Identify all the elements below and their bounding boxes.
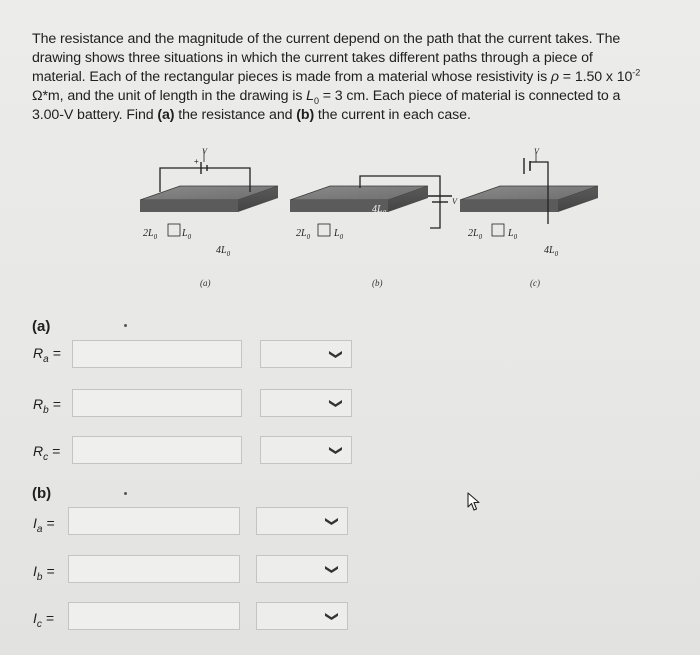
caption-c: (c) — [530, 278, 540, 288]
plus-sign-a: + — [194, 157, 199, 166]
Ia-value-input[interactable] — [68, 507, 240, 535]
problem-line-2: drawing shows three situations in which the current takes different paths through a piece of — [32, 50, 593, 66]
block-a — [140, 147, 278, 288]
label-Ra — [33, 345, 61, 365]
symbol: R — [33, 345, 44, 361]
caption-a: (a) — [200, 278, 211, 288]
equals: = — [48, 345, 61, 361]
Rb-unit-select[interactable] — [260, 389, 352, 417]
label-Ia — [33, 515, 55, 535]
Ic-unit-select[interactable] — [256, 602, 348, 630]
dim-2L-a: $2L_0$ — [143, 228, 158, 241]
subscript: a — [36, 523, 43, 535]
dim-2L-c: $2L_0$ — [468, 228, 483, 241]
block-b — [290, 176, 458, 288]
length-symbol: L — [306, 88, 314, 104]
part-a-ref: (a) — [157, 107, 175, 123]
problem-text: Ω*m, and the unit of length in the drawing is — [32, 88, 307, 104]
Rc-unit-select[interactable] — [260, 436, 352, 464]
part-b-heading: (b) — [32, 485, 52, 502]
dim-4L-c: $4L_0$ — [544, 245, 559, 258]
problem-line-1: The resistance and the magnitude of the current depend on the path that the current takes. The — [32, 31, 621, 47]
Ia-unit-select[interactable] — [256, 507, 348, 535]
problem-line-3 — [32, 68, 682, 87]
dot-marker — [124, 324, 127, 327]
caption-b: (b) — [372, 278, 383, 288]
rho-symbol: ρ — [550, 69, 559, 85]
label-Ic — [33, 610, 54, 630]
dim-L-a: $L_0$ — [182, 228, 192, 241]
chevron-down-icon: ❯ — [324, 564, 340, 575]
resistor-diagram — [0, 140, 700, 300]
label-Rc — [33, 443, 60, 463]
battery-label-b: V — [452, 197, 457, 206]
resistivity-exponent: -2 — [632, 67, 641, 78]
dim-4L-a: $4L_0$ — [216, 245, 231, 258]
problem-text: 3.00-V battery. Find — [32, 107, 158, 123]
battery-label-c: V — [534, 147, 539, 156]
chevron-down-icon: ❯ — [324, 611, 340, 622]
chevron-down-icon: ❯ — [328, 445, 344, 456]
problem-statement — [32, 30, 682, 125]
problem-line-5 — [32, 106, 682, 125]
dim-2L-b: $2L_0$ — [296, 228, 311, 241]
resistivity-value: = 1.50 x 10 — [558, 69, 633, 85]
problem-line-4 — [32, 87, 682, 106]
label-Rb — [33, 396, 61, 416]
subscript: a — [43, 353, 49, 365]
Rb-value-input[interactable] — [72, 389, 242, 417]
block-c — [460, 147, 598, 288]
dot-marker — [124, 492, 127, 495]
symbol: I — [33, 610, 37, 626]
symbol: R — [33, 396, 44, 412]
battery-label-a: V — [202, 147, 207, 156]
equals: = — [48, 396, 61, 412]
dim-4L-b: $4L_0$ — [372, 204, 387, 217]
problem-text: the current in each case. — [314, 107, 471, 123]
equals: = — [42, 563, 55, 579]
chevron-down-icon: ❯ — [328, 349, 344, 360]
equals: = — [42, 515, 55, 531]
dim-L-b: $L_0$ — [334, 228, 344, 241]
Ra-unit-select[interactable] — [260, 340, 352, 368]
subscript: c — [36, 618, 42, 630]
length-subscript: 0 — [313, 95, 319, 106]
subscript: b — [36, 571, 43, 583]
Ra-value-input[interactable] — [72, 340, 242, 368]
chevron-down-icon: ❯ — [328, 398, 344, 409]
part-a-heading: (a) — [32, 318, 51, 335]
pointer-cursor-icon — [466, 492, 482, 512]
symbol: I — [33, 563, 37, 579]
Ib-unit-select[interactable] — [256, 555, 348, 583]
problem-text: material. Each of the rectangular pieces is made from a material whose resistivity is — [32, 69, 551, 85]
symbol: I — [33, 515, 37, 531]
Ic-value-input[interactable] — [68, 602, 240, 630]
label-Ib — [33, 563, 55, 583]
dim-L-c: $L_0$ — [508, 228, 518, 241]
Rc-value-input[interactable] — [72, 436, 242, 464]
chevron-down-icon: ❯ — [324, 516, 340, 527]
symbol: R — [33, 443, 44, 459]
equals: = — [41, 610, 54, 626]
Ib-value-input[interactable] — [68, 555, 240, 583]
subscript: c — [43, 451, 49, 463]
part-b-ref: (b) — [296, 107, 315, 123]
problem-text: = 3 cm. Each piece of material is connected to a — [318, 88, 621, 104]
problem-text: the resistance and — [174, 107, 297, 123]
subscript: b — [43, 404, 49, 416]
equals: = — [48, 443, 61, 459]
